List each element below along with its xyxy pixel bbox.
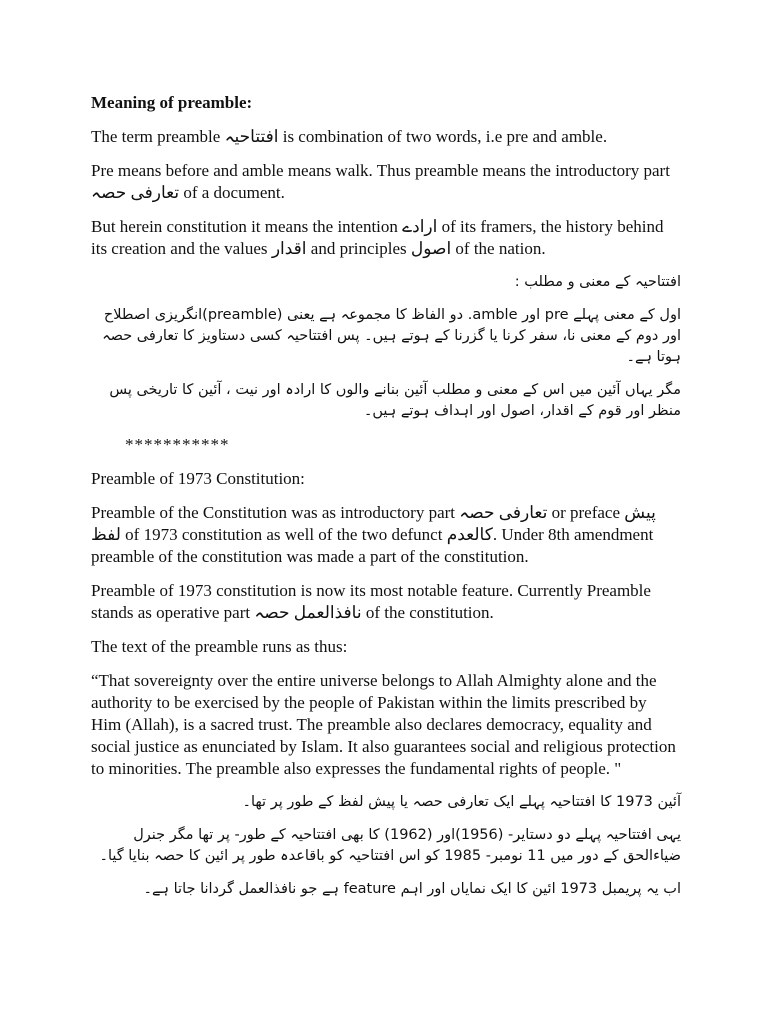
paragraph-introductory-part: Preamble of the Constitution was as introductory part تعارفی حصہ or preface پیش لفظ of 1973 constitution as well of the two defunct کالعدم. Under 8th amendment preamble of the constitution was made a part of the constitution. [91, 503, 656, 566]
paragraph-text-runs: The text of the preamble runs as thus: [91, 637, 348, 656]
paragraph-intention: But herein constitution it means the intention ارادے of its framers, the history behind its creation and the values اقدار and principles اصول of the nation. [91, 217, 664, 258]
separator-stars: *********** [125, 435, 230, 454]
urdu-paragraph-constitution: مگر یہاں آئین میں اس کے معنی و مطلب آئین بنانے والوں کا ارادہ اور نیت ، آئین کا تاریخی پس منظر اور قوم کے اقدار، اصول اور اہداف ہوتے ہیں۔ [109, 382, 681, 419]
document-page [91, 92, 681, 912]
paragraph-pre-amble: Pre means before and amble means walk. Thus preamble means the introductory part تعارفی حصہ of a document. [91, 161, 670, 202]
preamble-quote: “That sovereignty over the entire universe belongs to Allah Almighty alone and the authority to be exercised by the people of Pakistan within the limits prescribed by Him (Allah), is a sacred trust. The preamble also declares democracy, equality and social justice as enunciated by Islam. It also guarantees social and religious protection to minorities. The preamble also expresses the fundamental rights of people. " [91, 671, 676, 778]
paragraph-term: The term preamble افتتاحیہ is combination of two words, i.e pre and amble. [91, 127, 608, 146]
paragraph-notable-feature: Preamble of 1973 constitution is now its most notable feature. Currently Preamble stands as operative part نافذالعمل حصہ of the constitution. [91, 581, 651, 622]
urdu-paragraph-feature: اب یہ پریمبل 1973 ائین کا ایک نمایاں اور اہم feature ہے جو نافذالعمل گردانا جاتا ہے۔ [143, 881, 681, 897]
section-heading-1973: Preamble of 1973 Constitution: [91, 469, 305, 488]
page-heading: Meaning of preamble: [91, 93, 253, 112]
urdu-paragraph-meaning: اول کے معنی پہلے pre اور amble. دو الفاظ کا مجموعہ ہے یعنی (preamble)انگریزی اصطلاح اور دوم کے معنی نا، سفر کرنا یا گزرنا کے ہوتے ہیں۔ پس افتتاحیہ کسی دستاویز کا تعارفی حصہ ہوتا ہے۔ [102, 307, 681, 365]
urdu-heading: افتتاحیہ کے معنی و مطلب : [514, 274, 681, 290]
urdu-paragraph-1973: آئین 1973 کا افتتاحیہ پہلے ایک تعارفی حصہ یا پیش لفظ کے طور پر تھا۔ [242, 794, 681, 810]
urdu-paragraph-history: یہی افتتاحیہ پہلے دو دستایر- (1956)اور (1962) کا بھی افتتاحیہ کے طور- پر تھا مگر جنرل ضیاءالحق کے دور میں 11 نومبر- 1985 کو اس افتتاحیہ کو باقاعدہ طور پر ائین کا حصہ بنایا گیا۔ [99, 827, 681, 864]
